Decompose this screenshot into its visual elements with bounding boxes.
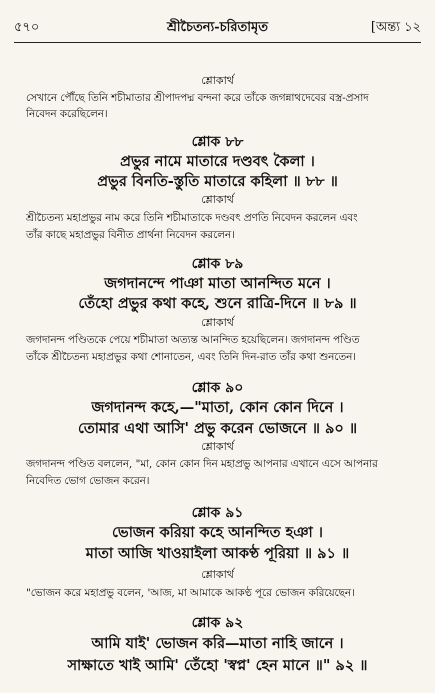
verse-heading: শ্লোক ৯২ <box>191 615 244 631</box>
translation-line: তাঁকে শ্রীচৈতন্য মহাপ্রভুর কথা শোনাতেন, এবং তিনি দিন-রাত তাঁর কথা শুনতেন। <box>26 351 356 363</box>
verse-line: প্রভুর বিনতি-স্তুতি মাতারে কহিলা ॥ ৮৮ ॥ <box>97 173 338 190</box>
translation-label: শ্লোকার্থ <box>201 440 234 453</box>
translation-line: শ্রীচৈতন্য মহাপ্রভুর নাম করে তিনি শচীমাতাকে দণ্ডবৎ প্রণতি নিবেদন করলেন এবং <box>26 212 358 224</box>
verse-line: ভোজন করিয়া কহে আনন্দিত হঞা । <box>112 524 323 541</box>
verse-line: জগদানন্দে পাঞা মাতা আনন্দিত মনে । <box>104 275 331 292</box>
verse-line: জগদানন্দ কহে,—"মাতা, কোন কোন দিনে । <box>91 399 344 416</box>
chapter-reference: [অন্ত্য ১২ <box>370 20 421 35</box>
translation-line: জগদানন্দ পণ্ডিতকে পেয়ে শচীমাতা অত্যন্ত আনন্দিত হয়েছিলেন। জগদানন্দ পণ্ডিত <box>26 334 360 346</box>
running-header <box>14 18 421 40</box>
verse-line: প্রভুর নামে মাতারে দণ্ডবৎ কৈলা । <box>120 153 315 170</box>
verse-heading: শ্লোক ৮৯ <box>191 256 244 272</box>
translation-label: শ্লোকার্থ <box>201 193 234 206</box>
verse-line: তেঁহো প্রভুর কথা কহে, শুনে রাত্রি-দিনে ॥ ৮৯ ॥ <box>78 295 357 312</box>
verse-line: সাক্ষাতে খাই আমি' তেঁহো 'স্বপ্ন' হেন মানে ॥" ৯২ ॥ <box>67 657 368 674</box>
translation-line: "ভোজন করে মহাপ্রভু বলেন, 'আজ, মা আমাকে আকণ্ঠ পূরে ভোজন করিয়েছেন। <box>26 587 355 599</box>
translation-line: তাঁর কাছে মহাপ্রভুর বিনীত প্রার্থনা নিবেদন করলেন। <box>26 229 235 241</box>
translation-label: শ্লোকার্থ <box>201 568 234 581</box>
verse-line: তোমার এথা আসি' প্রভু করেন ভোজনে ॥ ৯০ ॥ <box>77 420 358 437</box>
translation-label: শ্লোকার্থ <box>201 74 234 87</box>
translation-label: শ্লোকার্থ <box>201 316 234 329</box>
translation-line: জগদানন্দ পণ্ডিত বললেন, "মা, কোন কোন দিন মহাপ্রভু আপনার এখানে এসে আপনার <box>26 458 378 470</box>
verse-line: মাতা আজি খাওয়াইলা আকণ্ঠ পূরিয়া ॥ ৯১ ॥ <box>85 545 350 562</box>
page-number: ৫৭০ <box>14 20 40 35</box>
translation-line: নিবেদন করেছিলেন। <box>26 108 108 120</box>
header-rule <box>14 42 421 43</box>
verse-heading: শ্লোক ৮৮ <box>191 134 244 150</box>
translation-line: সেখানে পৌঁছে তিনি শচীমাতার শ্রীপাদপদ্ম বন্দনা করে তাঁকে জগন্নাথদেবের বস্ত্র-প্রসাদ <box>26 92 369 104</box>
translation-line: নিবেদিত ভোগ ভোজন করেন। <box>26 475 150 487</box>
verse-line: আমি যাই' ভোজন করি—মাতা নাহি জানে । <box>91 635 344 652</box>
verse-heading: শ্লোক ৯০ <box>191 380 244 396</box>
verse-heading: শ্লোক ৯১ <box>191 505 244 521</box>
book-title: শ্রীচৈতন্য-চরিতামৃত <box>166 20 269 35</box>
